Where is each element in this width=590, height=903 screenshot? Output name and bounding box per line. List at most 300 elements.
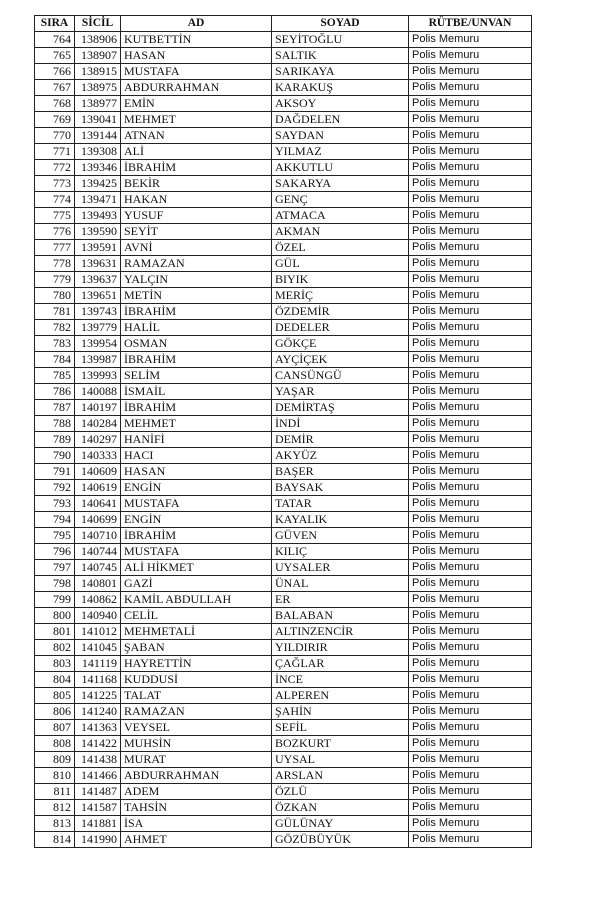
- cell-rutbe: Polis Memuru: [409, 576, 532, 592]
- cell-ad: SEYİT: [121, 224, 272, 240]
- table-row: [35, 624, 532, 640]
- cell-ad: HAYRETTİN: [121, 656, 272, 672]
- cell-ad: MUSTAFA: [121, 64, 272, 80]
- table-row: [35, 704, 532, 720]
- table-row: [35, 768, 532, 784]
- cell-rutbe: Polis Memuru: [409, 432, 532, 448]
- cell-rutbe: Polis Memuru: [409, 544, 532, 560]
- cell-ad: ADEM: [121, 784, 272, 800]
- cell-sira: 809: [35, 752, 75, 768]
- cell-sicil: 141363: [75, 720, 121, 736]
- cell-sira: 811: [35, 784, 75, 800]
- cell-sicil: 139308: [75, 144, 121, 160]
- cell-ad: ENGİN: [121, 512, 272, 528]
- cell-soyad: ÖZDEMİR: [272, 304, 409, 320]
- cell-ad: KUDDUSİ: [121, 672, 272, 688]
- cell-sira: 814: [35, 832, 75, 848]
- cell-ad: SELİM: [121, 368, 272, 384]
- cell-sira: 797: [35, 560, 75, 576]
- cell-sira: 781: [35, 304, 75, 320]
- cell-rutbe: Polis Memuru: [409, 528, 532, 544]
- cell-sira: 779: [35, 272, 75, 288]
- cell-soyad: SEFİL: [272, 720, 409, 736]
- cell-rutbe: Polis Memuru: [409, 592, 532, 608]
- table-row: [35, 336, 532, 352]
- cell-sicil: 141119: [75, 656, 121, 672]
- cell-rutbe: Polis Memuru: [409, 656, 532, 672]
- cell-soyad: UYSALER: [272, 560, 409, 576]
- cell-sira: 802: [35, 640, 75, 656]
- cell-ad: ALİ: [121, 144, 272, 160]
- cell-sira: 791: [35, 464, 75, 480]
- cell-soyad: DEMİR: [272, 432, 409, 448]
- cell-rutbe: Polis Memuru: [409, 272, 532, 288]
- cell-ad: BEKİR: [121, 176, 272, 192]
- cell-rutbe: Polis Memuru: [409, 368, 532, 384]
- cell-soyad: GENÇ: [272, 192, 409, 208]
- table-row: [35, 688, 532, 704]
- cell-sicil: 139779: [75, 320, 121, 336]
- table-row: [35, 128, 532, 144]
- table-row: [35, 832, 532, 848]
- cell-ad: ATNAN: [121, 128, 272, 144]
- cell-sicil: 140745: [75, 560, 121, 576]
- cell-rutbe: Polis Memuru: [409, 640, 532, 656]
- cell-rutbe: Polis Memuru: [409, 112, 532, 128]
- cell-ad: ŞABAN: [121, 640, 272, 656]
- cell-soyad: GÖKÇE: [272, 336, 409, 352]
- cell-ad: HASAN: [121, 464, 272, 480]
- cell-sira: 805: [35, 688, 75, 704]
- cell-sira: 784: [35, 352, 75, 368]
- cell-rutbe: Polis Memuru: [409, 784, 532, 800]
- cell-sira: 785: [35, 368, 75, 384]
- cell-rutbe: Polis Memuru: [409, 192, 532, 208]
- cell-sicil: 140619: [75, 480, 121, 496]
- cell-sira: 798: [35, 576, 75, 592]
- cell-rutbe: Polis Memuru: [409, 736, 532, 752]
- cell-ad: METİN: [121, 288, 272, 304]
- cell-ad: ALİ HİKMET: [121, 560, 272, 576]
- cell-sicil: 139954: [75, 336, 121, 352]
- cell-soyad: AKYÜZ: [272, 448, 409, 464]
- header-sicil: SİCİL: [75, 16, 121, 32]
- table-row: [35, 304, 532, 320]
- cell-soyad: SAYDAN: [272, 128, 409, 144]
- cell-ad: CELİL: [121, 608, 272, 624]
- table-row: [35, 512, 532, 528]
- cell-soyad: GÜLÜNAY: [272, 816, 409, 832]
- cell-ad: TALAT: [121, 688, 272, 704]
- cell-soyad: GÜL: [272, 256, 409, 272]
- cell-rutbe: Polis Memuru: [409, 816, 532, 832]
- cell-rutbe: Polis Memuru: [409, 208, 532, 224]
- cell-ad: İBRAHİM: [121, 352, 272, 368]
- table-row: [35, 464, 532, 480]
- cell-rutbe: Polis Memuru: [409, 48, 532, 64]
- cell-rutbe: Polis Memuru: [409, 448, 532, 464]
- cell-soyad: AKKUTLU: [272, 160, 409, 176]
- cell-sira: 806: [35, 704, 75, 720]
- cell-sira: 770: [35, 128, 75, 144]
- cell-ad: YALÇIN: [121, 272, 272, 288]
- cell-soyad: GÜVEN: [272, 528, 409, 544]
- cell-sira: 804: [35, 672, 75, 688]
- cell-soyad: DEMİRTAŞ: [272, 400, 409, 416]
- cell-ad: MUSTAFA: [121, 496, 272, 512]
- cell-soyad: SALTIK: [272, 48, 409, 64]
- cell-sira: 812: [35, 800, 75, 816]
- table-row: [35, 176, 532, 192]
- cell-ad: HACI: [121, 448, 272, 464]
- cell-sira: 789: [35, 432, 75, 448]
- cell-sira: 810: [35, 768, 75, 784]
- cell-sira: 774: [35, 192, 75, 208]
- cell-rutbe: Polis Memuru: [409, 144, 532, 160]
- cell-ad: MURAT: [121, 752, 272, 768]
- cell-sira: 778: [35, 256, 75, 272]
- cell-ad: İBRAHİM: [121, 400, 272, 416]
- table-row: [35, 640, 532, 656]
- cell-rutbe: Polis Memuru: [409, 224, 532, 240]
- cell-ad: İBRAHİM: [121, 528, 272, 544]
- cell-soyad: ALTINZENCİR: [272, 624, 409, 640]
- cell-ad: AVNİ: [121, 240, 272, 256]
- cell-soyad: YILMAZ: [272, 144, 409, 160]
- cell-sira: 800: [35, 608, 75, 624]
- cell-sicil: 139144: [75, 128, 121, 144]
- cell-ad: ENGİN: [121, 480, 272, 496]
- cell-sicil: 141587: [75, 800, 121, 816]
- cell-sira: 794: [35, 512, 75, 528]
- header-ad: AD: [121, 16, 272, 32]
- table-row: [35, 784, 532, 800]
- table-row: [35, 656, 532, 672]
- cell-sicil: 138906: [75, 32, 121, 48]
- table-row: [35, 240, 532, 256]
- table-row: [35, 480, 532, 496]
- cell-soyad: ŞAHİN: [272, 704, 409, 720]
- table-row: [35, 544, 532, 560]
- table-row: [35, 448, 532, 464]
- cell-sicil: 138975: [75, 80, 121, 96]
- table-body: [35, 32, 532, 848]
- cell-rutbe: Polis Memuru: [409, 560, 532, 576]
- table-row: [35, 720, 532, 736]
- cell-sicil: 141487: [75, 784, 121, 800]
- cell-rutbe: Polis Memuru: [409, 464, 532, 480]
- cell-sicil: 139041: [75, 112, 121, 128]
- cell-sicil: 140801: [75, 576, 121, 592]
- cell-ad: İBRAHİM: [121, 160, 272, 176]
- cell-sira: 796: [35, 544, 75, 560]
- cell-sicil: 140297: [75, 432, 121, 448]
- cell-rutbe: Polis Memuru: [409, 304, 532, 320]
- cell-ad: YUSUF: [121, 208, 272, 224]
- cell-rutbe: Polis Memuru: [409, 96, 532, 112]
- cell-soyad: ER: [272, 592, 409, 608]
- cell-soyad: AKMAN: [272, 224, 409, 240]
- table-row: [35, 800, 532, 816]
- cell-ad: İBRAHİM: [121, 304, 272, 320]
- cell-sicil: 139743: [75, 304, 121, 320]
- cell-sira: 776: [35, 224, 75, 240]
- table-row: [35, 48, 532, 64]
- cell-sicil: 141168: [75, 672, 121, 688]
- cell-sicil: 140710: [75, 528, 121, 544]
- cell-ad: MUSTAFA: [121, 544, 272, 560]
- cell-rutbe: Polis Memuru: [409, 336, 532, 352]
- cell-rutbe: Polis Memuru: [409, 720, 532, 736]
- cell-rutbe: Polis Memuru: [409, 416, 532, 432]
- header-rutbe-unvan: RÜTBE/UNVAN: [409, 16, 532, 32]
- cell-rutbe: Polis Memuru: [409, 768, 532, 784]
- cell-ad: KUTBETTİN: [121, 32, 272, 48]
- cell-sicil: 139425: [75, 176, 121, 192]
- cell-sira: 777: [35, 240, 75, 256]
- personnel-table: [34, 15, 532, 848]
- cell-sira: 783: [35, 336, 75, 352]
- cell-soyad: İNDİ: [272, 416, 409, 432]
- cell-ad: RAMAZAN: [121, 704, 272, 720]
- cell-sira: 795: [35, 528, 75, 544]
- cell-sira: 799: [35, 592, 75, 608]
- cell-ad: MEHMET: [121, 112, 272, 128]
- cell-ad: ABDURRAHMAN: [121, 80, 272, 96]
- cell-sira: 813: [35, 816, 75, 832]
- cell-rutbe: Polis Memuru: [409, 400, 532, 416]
- cell-soyad: DEDELER: [272, 320, 409, 336]
- table-row: [35, 288, 532, 304]
- table-row: [35, 144, 532, 160]
- table-row: [35, 272, 532, 288]
- cell-sira: 772: [35, 160, 75, 176]
- cell-rutbe: Polis Memuru: [409, 672, 532, 688]
- cell-sicil: 139590: [75, 224, 121, 240]
- cell-ad: HANİFİ: [121, 432, 272, 448]
- cell-soyad: ÜNAL: [272, 576, 409, 592]
- table-row: [35, 384, 532, 400]
- cell-sicil: 141990: [75, 832, 121, 848]
- cell-sicil: 139631: [75, 256, 121, 272]
- table-row: [35, 112, 532, 128]
- table-row: [35, 96, 532, 112]
- cell-sira: 788: [35, 416, 75, 432]
- cell-soyad: BAŞER: [272, 464, 409, 480]
- cell-rutbe: Polis Memuru: [409, 512, 532, 528]
- cell-sicil: 141881: [75, 816, 121, 832]
- table-row: [35, 400, 532, 416]
- cell-soyad: YAŞAR: [272, 384, 409, 400]
- cell-soyad: ALPEREN: [272, 688, 409, 704]
- table-row: [35, 608, 532, 624]
- table-row: [35, 496, 532, 512]
- cell-soyad: SAKARYA: [272, 176, 409, 192]
- cell-sira: 786: [35, 384, 75, 400]
- cell-ad: HASAN: [121, 48, 272, 64]
- cell-soyad: DAĞDELEN: [272, 112, 409, 128]
- cell-sicil: 139651: [75, 288, 121, 304]
- cell-soyad: KAYALIK: [272, 512, 409, 528]
- cell-sicil: 140744: [75, 544, 121, 560]
- cell-sicil: 139471: [75, 192, 121, 208]
- table-row: [35, 192, 532, 208]
- cell-soyad: TATAR: [272, 496, 409, 512]
- cell-rutbe: Polis Memuru: [409, 32, 532, 48]
- cell-rutbe: Polis Memuru: [409, 176, 532, 192]
- cell-sicil: 139346: [75, 160, 121, 176]
- table-row: [35, 208, 532, 224]
- cell-ad: MUHSİN: [121, 736, 272, 752]
- cell-soyad: SARIKAYA: [272, 64, 409, 80]
- cell-sira: 769: [35, 112, 75, 128]
- cell-sicil: 139987: [75, 352, 121, 368]
- cell-ad: HAKAN: [121, 192, 272, 208]
- cell-ad: İSMAİL: [121, 384, 272, 400]
- cell-soyad: BIYIK: [272, 272, 409, 288]
- cell-rutbe: Polis Memuru: [409, 384, 532, 400]
- cell-sira: 771: [35, 144, 75, 160]
- cell-sira: 766: [35, 64, 75, 80]
- cell-sira: 807: [35, 720, 75, 736]
- table-row: [35, 32, 532, 48]
- cell-sicil: 140609: [75, 464, 121, 480]
- cell-rutbe: Polis Memuru: [409, 64, 532, 80]
- cell-soyad: ATMACA: [272, 208, 409, 224]
- cell-soyad: AKSOY: [272, 96, 409, 112]
- cell-soyad: BOZKURT: [272, 736, 409, 752]
- cell-sicil: 141438: [75, 752, 121, 768]
- table-row: [35, 320, 532, 336]
- cell-sicil: 141225: [75, 688, 121, 704]
- header-soyad: SOYAD: [272, 16, 409, 32]
- cell-sira: 792: [35, 480, 75, 496]
- cell-sira: 767: [35, 80, 75, 96]
- cell-sira: 808: [35, 736, 75, 752]
- table-row: [35, 80, 532, 96]
- table-row: [35, 160, 532, 176]
- table-row: [35, 576, 532, 592]
- cell-rutbe: Polis Memuru: [409, 80, 532, 96]
- cell-rutbe: Polis Memuru: [409, 256, 532, 272]
- cell-sira: 801: [35, 624, 75, 640]
- cell-soyad: ÖZEL: [272, 240, 409, 256]
- cell-sicil: 138915: [75, 64, 121, 80]
- table-row: [35, 256, 532, 272]
- cell-ad: AHMET: [121, 832, 272, 848]
- cell-sicil: 140197: [75, 400, 121, 416]
- table-row: [35, 592, 532, 608]
- header-sira: SIRA: [35, 16, 75, 32]
- cell-sicil: 141422: [75, 736, 121, 752]
- cell-sira: 780: [35, 288, 75, 304]
- table-row: [35, 752, 532, 768]
- cell-soyad: KARAKUŞ: [272, 80, 409, 96]
- cell-sicil: 141240: [75, 704, 121, 720]
- cell-soyad: BAYSAK: [272, 480, 409, 496]
- cell-sira: 764: [35, 32, 75, 48]
- cell-sicil: 141466: [75, 768, 121, 784]
- table-row: [35, 352, 532, 368]
- cell-sicil: 141012: [75, 624, 121, 640]
- cell-rutbe: Polis Memuru: [409, 288, 532, 304]
- cell-rutbe: Polis Memuru: [409, 688, 532, 704]
- cell-sira: 773: [35, 176, 75, 192]
- cell-sicil: 138907: [75, 48, 121, 64]
- cell-sira: 768: [35, 96, 75, 112]
- table-row: [35, 368, 532, 384]
- cell-rutbe: Polis Memuru: [409, 800, 532, 816]
- cell-rutbe: Polis Memuru: [409, 128, 532, 144]
- cell-rutbe: Polis Memuru: [409, 608, 532, 624]
- cell-sicil: 140641: [75, 496, 121, 512]
- cell-soyad: AYÇİÇEK: [272, 352, 409, 368]
- cell-sicil: 141045: [75, 640, 121, 656]
- cell-ad: KAMİL ABDULLAH: [121, 592, 272, 608]
- cell-sicil: 140284: [75, 416, 121, 432]
- cell-sicil: 140333: [75, 448, 121, 464]
- cell-rutbe: Polis Memuru: [409, 352, 532, 368]
- cell-sicil: 139637: [75, 272, 121, 288]
- cell-ad: EMİN: [121, 96, 272, 112]
- cell-ad: RAMAZAN: [121, 256, 272, 272]
- cell-sira: 775: [35, 208, 75, 224]
- cell-rutbe: Polis Memuru: [409, 320, 532, 336]
- cell-sicil: 139591: [75, 240, 121, 256]
- cell-sicil: 139993: [75, 368, 121, 384]
- table-row: [35, 64, 532, 80]
- cell-rutbe: Polis Memuru: [409, 624, 532, 640]
- cell-rutbe: Polis Memuru: [409, 480, 532, 496]
- cell-soyad: ARSLAN: [272, 768, 409, 784]
- cell-soyad: İNCE: [272, 672, 409, 688]
- table-row: [35, 672, 532, 688]
- table-row: [35, 416, 532, 432]
- cell-soyad: UYSAL: [272, 752, 409, 768]
- cell-sira: 765: [35, 48, 75, 64]
- cell-soyad: YILDIRIR: [272, 640, 409, 656]
- cell-soyad: ÇAĞLAR: [272, 656, 409, 672]
- cell-sira: 787: [35, 400, 75, 416]
- cell-soyad: CANSÜNGÜ: [272, 368, 409, 384]
- cell-soyad: SEYİTOĞLU: [272, 32, 409, 48]
- table-row: [35, 432, 532, 448]
- cell-ad: ABDURRAHMAN: [121, 768, 272, 784]
- cell-ad: MEHMET: [121, 416, 272, 432]
- cell-sira: 793: [35, 496, 75, 512]
- cell-ad: MEHMETALİ: [121, 624, 272, 640]
- table-header-row: [35, 16, 532, 32]
- cell-ad: GAZİ: [121, 576, 272, 592]
- cell-ad: TAHSİN: [121, 800, 272, 816]
- cell-rutbe: Polis Memuru: [409, 496, 532, 512]
- cell-sicil: 140862: [75, 592, 121, 608]
- cell-soyad: GÖZÜBÜYÜK: [272, 832, 409, 848]
- cell-soyad: ÖZLÜ: [272, 784, 409, 800]
- cell-soyad: MERİÇ: [272, 288, 409, 304]
- cell-sicil: 140088: [75, 384, 121, 400]
- cell-rutbe: Polis Memuru: [409, 832, 532, 848]
- cell-soyad: KILIÇ: [272, 544, 409, 560]
- cell-ad: OSMAN: [121, 336, 272, 352]
- cell-soyad: BALABAN: [272, 608, 409, 624]
- table-row: [35, 528, 532, 544]
- cell-sira: 790: [35, 448, 75, 464]
- cell-rutbe: Polis Memuru: [409, 752, 532, 768]
- cell-rutbe: Polis Memuru: [409, 240, 532, 256]
- table-row: [35, 224, 532, 240]
- cell-rutbe: Polis Memuru: [409, 704, 532, 720]
